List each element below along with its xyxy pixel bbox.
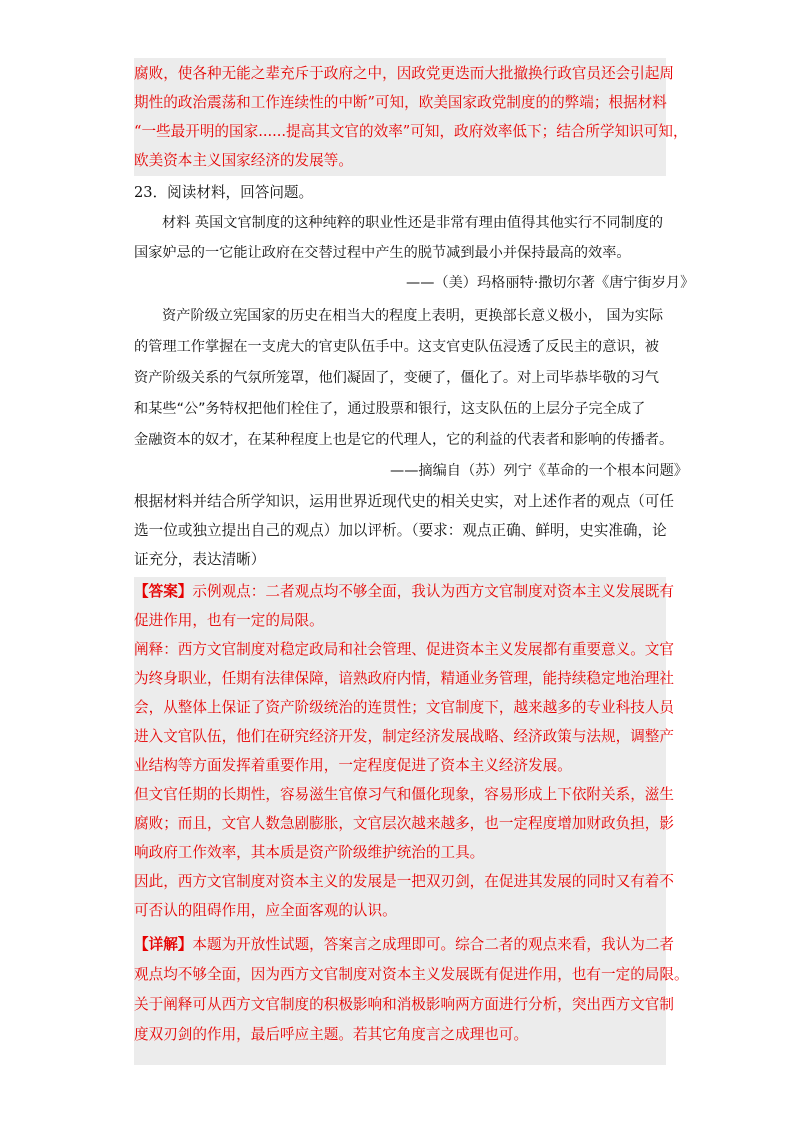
material-1-source: ——（美）玛格丽特·撒切尔著《唐宁街岁月》 xyxy=(406,275,695,291)
answer-line: 示例观点：二者观点均不够全面，我认为西方文官制度对资本主义发展既有 xyxy=(192,583,674,600)
detail-line: 度双刃剑的作用，最后呼应主题。若其它角度言之成理也可。 xyxy=(134,1026,529,1043)
material-2-line: 资产阶级关系的气氛所笼罩，他们凝固了，变硬了，僵化了。对上司毕恭毕敬的习气 xyxy=(134,370,659,386)
explanation-line: 腐败，使各种无能之辈充斥于政府之中，因政党更迭而大批撤换行政官员还会引起周 xyxy=(134,65,674,82)
detail-label: 【详解】 xyxy=(134,936,193,953)
answer-first-line xyxy=(134,582,674,602)
answer-block xyxy=(134,577,689,1065)
detail-line: 本题为开放性试题，答案言之成理即可。综合二者的观点来看，我认为二者 xyxy=(192,936,674,953)
answer-label: 【答案】 xyxy=(134,583,193,600)
answer-line: 促进作用，也有一定的局限。 xyxy=(134,612,324,629)
answer-line: 响政府工作效率，其本质是资产阶级维护统治的工具。 xyxy=(134,844,485,861)
detail-line: 关于阐释可从西方文官制度的积极影响和消极影响两方面进行分析，突出西方文官制 xyxy=(134,996,674,1013)
explanation-line: “一些最开明的国家......提高其文官的效率”可知，政府效率低下；结合所学知识可知， xyxy=(134,123,688,140)
answer-line: 业结构等方面发挥着重要作用，一定程度促进了资本主义经济发展。 xyxy=(134,757,572,774)
answer-line: 为终身职业，任期有法律保障，谙熟政府内情，精通业务管理，能持续稳定地治理社 xyxy=(134,670,674,687)
detail-first-line xyxy=(134,935,674,955)
question-prompt-line: 根据材料并结合所学知识，运用世界近现代史的相关史实，对上述作者的观点（可任 xyxy=(134,493,674,510)
material-2-line: 金融资本的奴才，在某种程度上也是它的代理人，它的利益的代表者和影响的传播者。 xyxy=(134,432,674,448)
top-explanation-block xyxy=(134,58,688,176)
answer-line: 进入文官队伍，他们在研究经济开发，制定经济发展战略、经济政策与法规，调整产 xyxy=(134,728,674,745)
question-prompt-line: 证充分，表达清晰） xyxy=(134,551,266,568)
material-1-line: 材料 英国文官制度的这种纯粹的职业性还是非常有理由值得其他实行不同制度的 xyxy=(162,215,664,231)
material-1-line: 国家妒忌的一它能让政府在交替过程中产生的脱节减到最小并保持最高的效率。 xyxy=(134,245,631,261)
explanation-line: 欧美资本主义国家经济的发展等。 xyxy=(134,152,353,169)
answer-line: 可否认的阻碍作用，应全面客观的认识。 xyxy=(134,902,397,919)
answer-line: 腐败；而且，文官人数急剧膨胀，文官层次越来越多，也一定程度增加财政负担，影 xyxy=(134,815,674,832)
explanation-line: 期性的政治震荡和工作连续性的中断”可知，欧美国家政党制度的的弊端；根据材料 xyxy=(134,94,667,111)
material-2-line: 的管理工作掌握在一支虎大的官吏队伍手中。这支官吏队伍浸透了反民主的意识，被 xyxy=(134,339,659,355)
question-header: 23．阅读材料，回答问题。 xyxy=(134,184,314,201)
answer-line: 阐释：西方文官制度对稳定政局和社会管理、促进资本主义发展都有重要意义。文官 xyxy=(134,641,674,658)
answer-line: 因此，西方文官制度对资本主义的发展是一把双刃剑，在促进其发展的同时又有着不 xyxy=(134,873,674,890)
material-2-source: ——摘编自（苏）列宁《革命的一个根本问题》 xyxy=(390,463,688,479)
detail-line: 观点均不够全面，因为西方文官制度对资本主义发展既有促进作用，也有一定的局限。 xyxy=(134,966,689,983)
material-2-line: 资产阶级立宪国家的历史在相当大的程度上表明，更换部长意义极小， 国为实际 xyxy=(162,308,664,324)
material-2-line: 和某些“公”务特权把他们栓住了，通过股票和银行，这支队伍的上层分子完全成了 xyxy=(134,401,646,417)
answer-line: 但文官任期的长期性，容易滋生官僚习气和僵化现象，容易形成上下依附关系，滋生 xyxy=(134,786,674,803)
question-prompt-line: 选一位或独立提出自己的观点）加以评析。（要求：观点正确、鲜明，史实准确，论 xyxy=(134,522,667,539)
answer-line: 会，从整体上保证了资产阶级统治的连贯性；文官制度下，越来越多的专业科技人员 xyxy=(134,699,674,716)
